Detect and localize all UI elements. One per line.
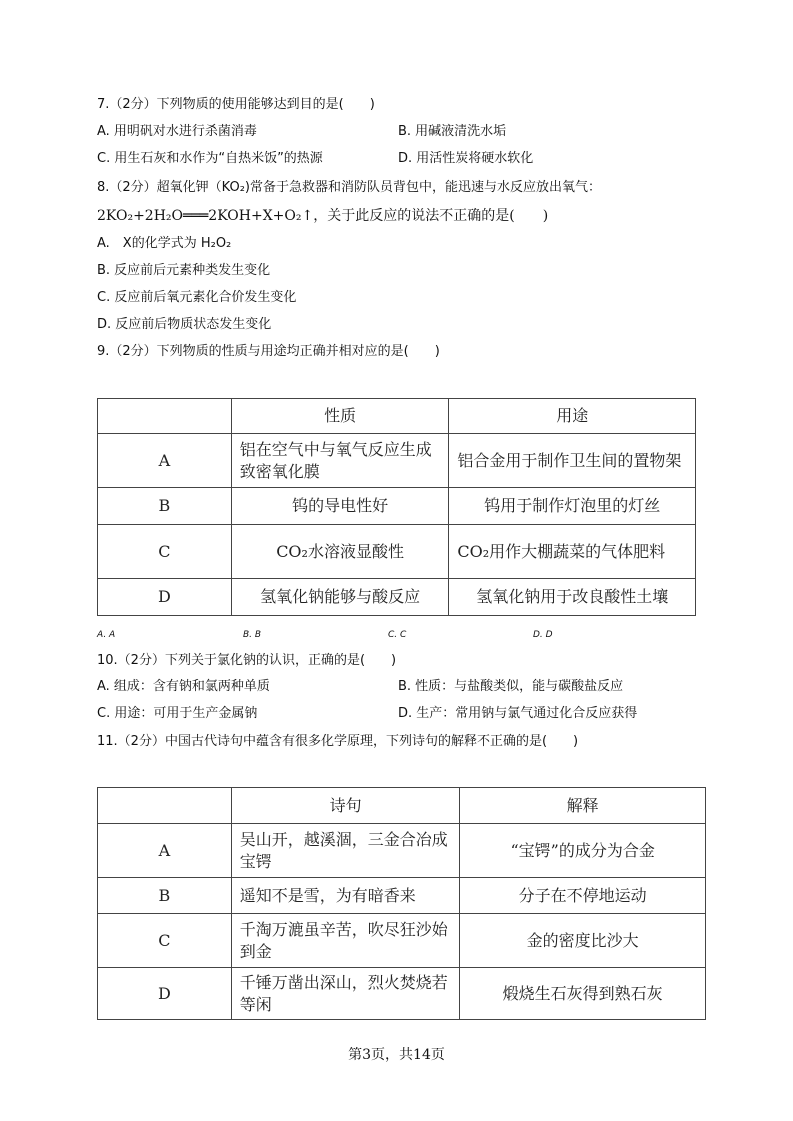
q9-cell-property: CO₂水溶液显酸性	[231, 525, 449, 579]
q11-row-label: A	[98, 824, 232, 878]
q8-stem: 8.（2分）超氧化钾（KO₂)常备于急救器和消防队员背包中，能迅速与水反应放出氧气：	[97, 180, 602, 195]
q7-option-d: D. 用活性炭将硬水软化	[398, 151, 534, 166]
q9-row-d	[98, 579, 696, 616]
q11-row-d	[98, 968, 706, 1020]
q9-cell-use: 氢氧化钠用于改良酸性土壤	[449, 579, 696, 616]
q7-stem: 7.（2分）下列物质的使用能够达到目的是( )	[97, 97, 375, 112]
q9-header-use: 用途	[449, 399, 696, 434]
q11-header-row	[98, 788, 706, 824]
q11-cell-poem: 吴山开，越溪涸，三金合冶成宝锷	[231, 824, 460, 878]
q9-choice-c: C. C	[388, 630, 407, 640]
q11-row-label: D	[98, 968, 232, 1020]
q11-row-c	[98, 914, 706, 968]
q9-row-b	[98, 488, 696, 525]
q11-row-label: C	[98, 914, 232, 968]
q11-table	[97, 787, 706, 1020]
q11-stem: 11.（2分）中国古代诗句中蕴含有很多化学原理，下列诗句的解释不正确的是( )	[97, 734, 579, 749]
q11-row-a	[98, 824, 706, 878]
q7-option-b: B. 用碱液清洗水垢	[398, 124, 507, 139]
q10-option-b: B. 性质：与盐酸类似，能与碳酸盐反应	[398, 679, 624, 694]
q11-header-poem: 诗句	[231, 788, 460, 824]
q10-option-d: D. 生产：常用钠与氯气通过化合反应获得	[398, 706, 638, 721]
q11-row-b	[98, 878, 706, 914]
q11-cell-explanation: 分子在不停地运动	[460, 878, 706, 914]
q9-cell-property: 钨的导电性好	[231, 488, 449, 525]
q9-row-label: A	[98, 434, 232, 488]
q11-header-blank	[98, 788, 232, 824]
q9-stem: 9.（2分）下列物质的性质与用途均正确并相对应的是( )	[97, 344, 440, 359]
q11-cell-explanation: “宝锷”的成分为合金	[460, 824, 706, 878]
q9-cell-property: 氢氧化钠能够与酸反应	[231, 579, 449, 616]
q8-equation: 2KO₂+2H₂O═══2KOH+X+O₂↑，关于此反应的说法不正确的是( )	[97, 208, 549, 224]
q10-stem: 10.（2分）下列关于氯化钠的认识，正确的是( )	[97, 653, 397, 668]
q9-cell-use: 铝合金用于制作卫生间的置物架	[449, 434, 696, 488]
q9-row-c	[98, 525, 696, 579]
q9-row-label: B	[98, 488, 232, 525]
q11-cell-explanation: 金的密度比沙大	[460, 914, 706, 968]
q9-choice-b: B. B	[243, 630, 262, 640]
q9-choice-a: A. A	[97, 630, 116, 640]
q11-header-explanation: 解释	[460, 788, 706, 824]
q8-option-a: A. X的化学式为 H₂O₂	[97, 236, 232, 251]
q9-row-a	[98, 434, 696, 488]
q9-cell-property: 铝在空气中与氧气反应生成致密氧化膜	[231, 434, 449, 488]
q7-option-c: C. 用生石灰和水作为“自热米饭”的热源	[97, 151, 323, 166]
q11-cell-poem: 千淘万漉虽辛苦，吹尽狂沙始到金	[231, 914, 460, 968]
q9-header-blank	[98, 399, 232, 434]
page-footer: 第3页，共14页	[348, 1047, 445, 1063]
q11-cell-explanation: 煅烧生石灰得到熟石灰	[460, 968, 706, 1020]
q9-header-row	[98, 399, 696, 434]
q9-choice-d: D. D	[533, 630, 553, 640]
q10-option-c: C. 用途：可用于生产金属钠	[97, 706, 258, 721]
q9-cell-use: CO₂用作大棚蔬菜的气体肥料	[449, 525, 696, 579]
q8-option-b: B. 反应前后元素种类发生变化	[97, 263, 271, 278]
q9-table	[97, 398, 696, 616]
q11-row-label: B	[98, 878, 232, 914]
q9-header-property: 性质	[231, 399, 449, 434]
q8-option-c: C. 反应前后氧元素化合价发生变化	[97, 290, 297, 305]
q8-option-d: D. 反应前后物质状态发生变化	[97, 317, 272, 332]
q9-row-label: D	[98, 579, 232, 616]
q10-option-a: A. 组成：含有钠和氯两种单质	[97, 679, 270, 694]
q9-row-label: C	[98, 525, 232, 579]
q11-cell-poem: 遥知不是雪，为有暗香来	[231, 878, 460, 914]
q7-option-a: A. 用明矾对水进行杀菌消毒	[97, 124, 257, 139]
q9-cell-use: 钨用于制作灯泡里的灯丝	[449, 488, 696, 525]
q11-cell-poem: 千锤万凿出深山，烈火焚烧若等闲	[231, 968, 460, 1020]
